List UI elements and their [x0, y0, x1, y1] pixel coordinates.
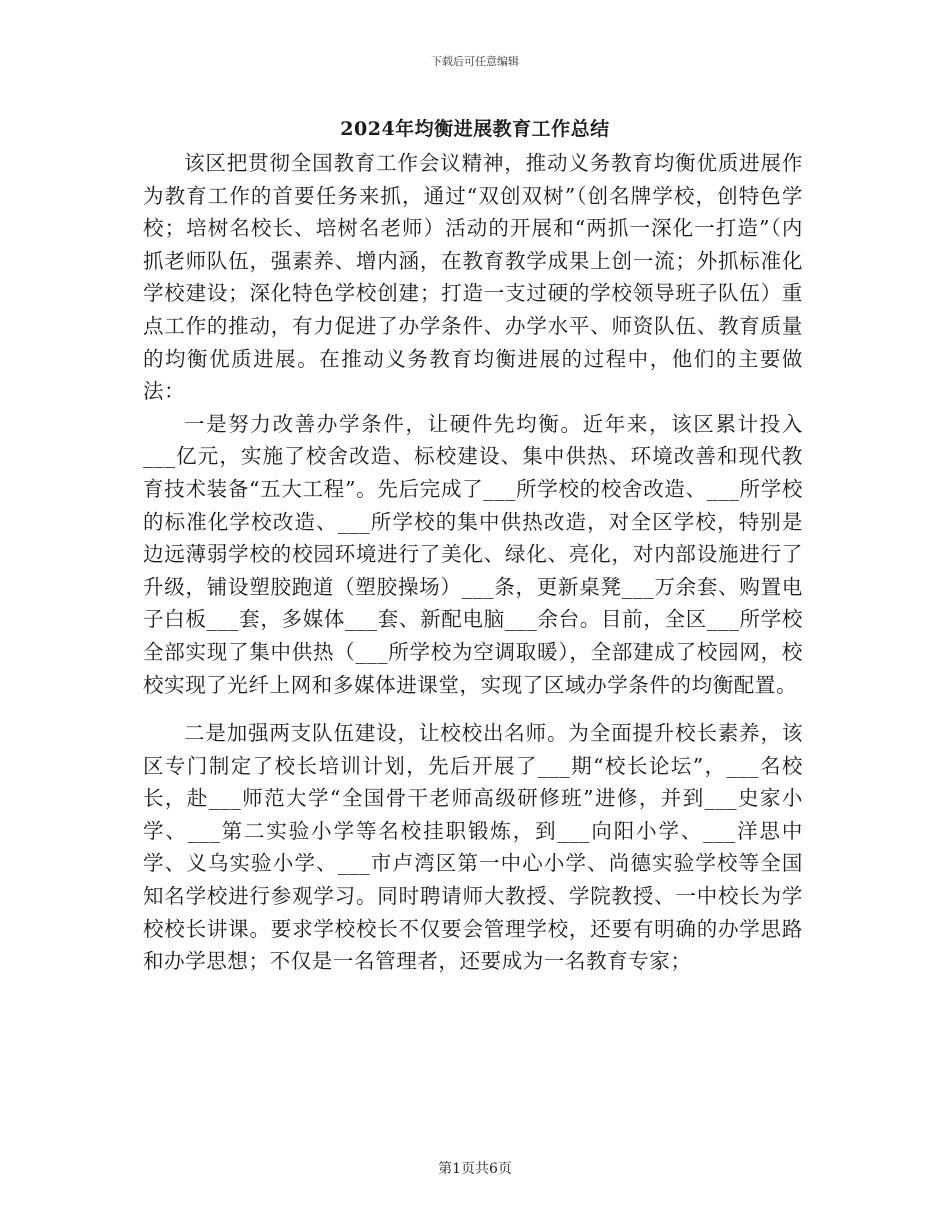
document-body	[143, 147, 803, 978]
document-title: 2024年均衡进展教育工作总结	[340, 118, 610, 140]
paragraph-facilities: 一是努力改善办学条件，让硬件先均衡。近年来，该区累计投入___亿元，实施了校舍改造、标校建设、集中供热、环境改善和现代教育技术装备“五大工程”。先后完成了___所学校的校舍改造、___所学校的标准化学校改造、___所学校的集中供热改造，对全区学校，特别是边远薄弱学校的校园环境进行了美化、绿化、亮化，对内部设施进行了升级，铺设塑胶跑道（塑胶操场）___条，更新桌凳___万余套、购置电子白板___套，多媒体___套、新配电脑___余台。目前，全区___所学校全部实现了集中供热（___所学校为空调取暖），全部建成了校园网，校校实现了光纤上网和多媒体进课堂，实现了区域办学条件的均衡配置。	[143, 411, 803, 697]
header-note: 下载后可任意编辑	[431, 55, 519, 68]
page-number: 第1页共6页	[438, 1161, 512, 1177]
paragraph-intro: 该区把贯彻全国教育工作会议精神，推动义务教育均衡优质进展作为教育工作的首要任务来抓，通过“双创双树”（创名牌学校，创特色学校；培树名校长、培树名老师）活动的开展和“两抓一深化一打造”（内抓老师队伍，强素养、增内涵，在教育教学成果上创一流；外抓标准化学校建设；深化特色学校创建；打造一支过硬的学校领导班子队伍）重点工作的推动，有力促进了办学条件、办学水平、师资队伍、教育质量的均衡优质进展。在推动义务教育均衡进展的过程中，他们的主要做法：	[143, 151, 803, 404]
paragraph-teachers: 二是加强两支队伍建设，让校校出名师。为全面提升校长素养，该区专门制定了校长培训计划，先后开展了___期“校长论坛”，___名校长，赴___师范大学“全国骨干老师高级研修班”进修，并到___史家小学、___第二实验小学等名校挂职锻炼，到___向阳小学、___洋思中学、义乌实验小学、___市卢湾区第一中心小学、尚德实验学校等全国知名学校进行参观学习。同时聘请师大教授、学院教授、一中校长为学校校长讲课。要求学校校长不仅要会管理学校，还要有明确的办学思路和办学思想；不仅是一名管理者，还要成为一名教育专家；	[143, 721, 803, 974]
